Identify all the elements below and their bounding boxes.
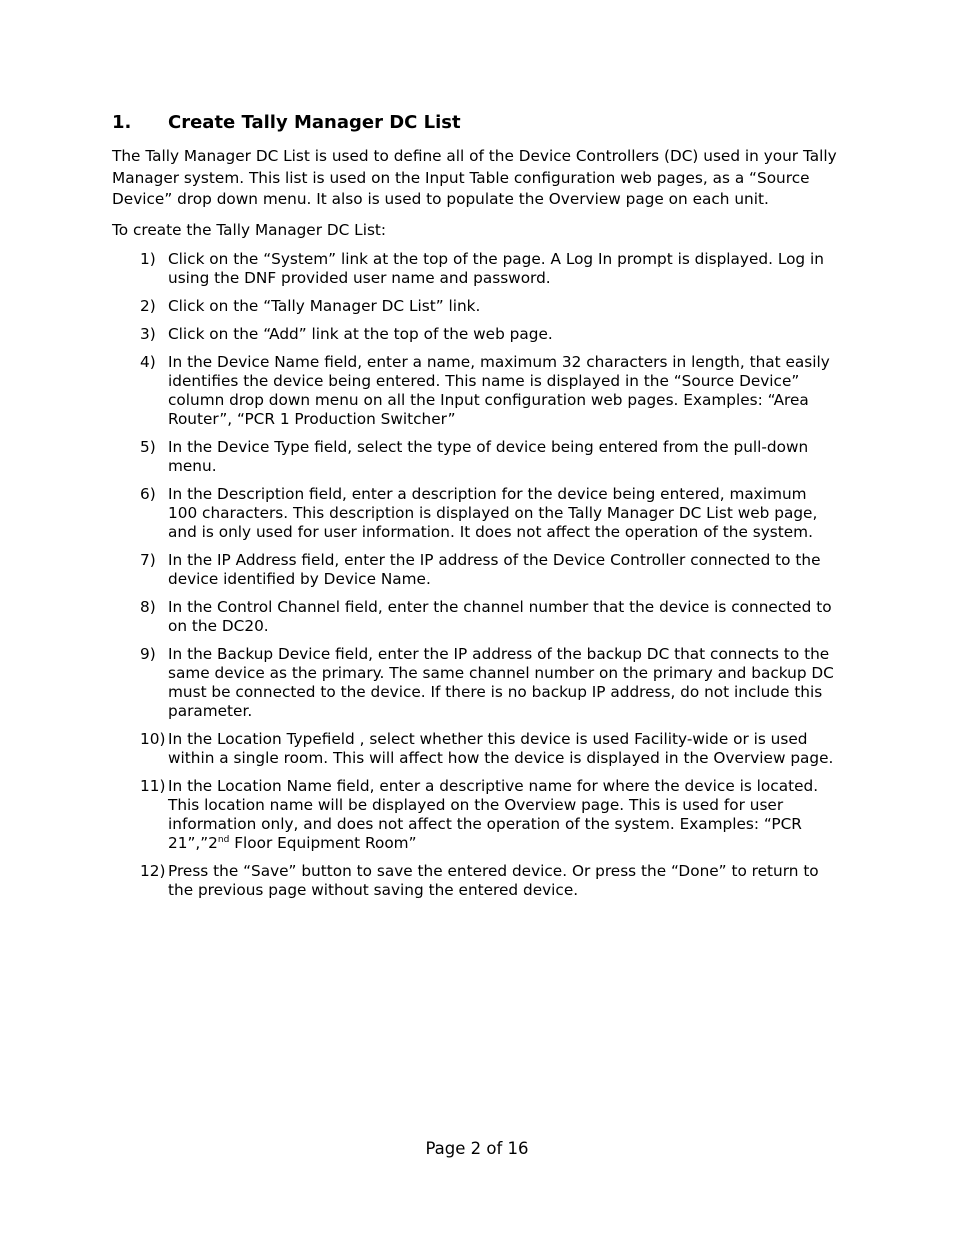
list-item bbox=[112, 598, 840, 636]
list-marker: 4) bbox=[140, 353, 156, 371]
list-item-text: In the Device Name field, enter a name, maximum 32 characters in length, that easily identifies the device being entered. This name is displayed in the “Source Device” column drop down menu on all the Input configuration web pages. Examples: “Area Router”, “PCR 1 Production Switcher” bbox=[168, 353, 830, 428]
page-number-footer: Page 2 of 16 bbox=[425, 1139, 529, 1158]
list-marker: 1) bbox=[140, 250, 156, 268]
list-marker: 2) bbox=[140, 297, 156, 315]
list-marker: 3) bbox=[140, 325, 156, 343]
list-item-text: In the IP Address field, enter the IP address of the Device Controller connected to the device identified by Device Name. bbox=[168, 551, 821, 588]
list-item bbox=[112, 250, 840, 288]
list-item bbox=[112, 353, 840, 429]
list-item bbox=[112, 730, 840, 768]
list-item bbox=[112, 297, 840, 316]
list-item-text: Click on the “Add” link at the top of the web page. bbox=[168, 325, 553, 343]
list-item-text-before: In the Location Name field, enter a descriptive name for where the device is located. This location name will be displayed on the Overview page. This is used for user information only, and does not affect the operation of the system. Examples: “PCR 21”,”2 bbox=[168, 777, 819, 852]
list-item bbox=[112, 325, 840, 344]
section-title: Create Tally Manager DC List bbox=[168, 112, 461, 133]
list-item bbox=[112, 777, 840, 853]
list-item-text: In the Location Typefield , select whether this device is used Facility-wide or is used within a single room. This will affect how the device is displayed in the Overview page. bbox=[168, 730, 834, 767]
list-item bbox=[112, 438, 840, 476]
list-item-text: In the Device Type field, select the type of device being entered from the pull-down menu. bbox=[168, 438, 809, 475]
steps-list bbox=[112, 250, 840, 900]
list-marker: 12) bbox=[140, 862, 166, 880]
section-heading bbox=[112, 111, 840, 135]
list-item-text-after: Floor Equipment Room” bbox=[229, 834, 417, 852]
list-marker: 8) bbox=[140, 598, 156, 616]
list-item-text: Click on the “System” link at the top of the page. A Log In prompt is displayed. Log in using the DNF provided user name and password. bbox=[168, 250, 824, 287]
list-item-text: In the Backup Device field, enter the IP address of the backup DC that connects to the same device as the primary. The same channel number on the primary and backup DC must be connected to the device. If there is no backup IP address, do not include this parameter. bbox=[168, 645, 834, 720]
list-item-text: Press the “Save” button to save the entered device. Or press the “Done” to return to the previous page without saving the entered device. bbox=[168, 862, 819, 899]
list-item bbox=[112, 645, 840, 721]
list-marker: 5) bbox=[140, 438, 156, 456]
list-marker: 9) bbox=[140, 645, 156, 663]
list-item-text: In the Control Channel field, enter the channel number that the device is connected to on the DC20. bbox=[168, 598, 832, 635]
list-marker: 6) bbox=[140, 485, 156, 503]
list-marker: 7) bbox=[140, 551, 156, 569]
list-item-text bbox=[168, 777, 818, 852]
ordinal-suffix: nd bbox=[217, 835, 230, 845]
list-item bbox=[112, 551, 840, 589]
intro-paragraph: The Tally Manager DC List is used to define all of the Device Controllers (DC) used in your Tally Manager system. This list is used on the Input Table configuration web pages, as a “Source Device” drop down menu. It also is used to populate the Overview page on each unit. bbox=[112, 147, 837, 208]
list-item bbox=[112, 485, 840, 542]
section-number: 1. bbox=[112, 112, 132, 133]
list-item bbox=[112, 862, 840, 900]
list-item-text: In the Description field, enter a description for the device being entered, maximum 100 characters. This description is displayed on the Tally Manager DC List web page, and is only used for user information. It does not affect the operation of the system. bbox=[168, 485, 818, 541]
document-page bbox=[112, 111, 840, 909]
list-marker: 11) bbox=[140, 777, 166, 795]
list-marker: 10) bbox=[140, 730, 166, 748]
list-item-text: Click on the “Tally Manager DC List” link. bbox=[168, 297, 481, 315]
lead-in-paragraph: To create the Tally Manager DC List: bbox=[112, 220, 387, 239]
